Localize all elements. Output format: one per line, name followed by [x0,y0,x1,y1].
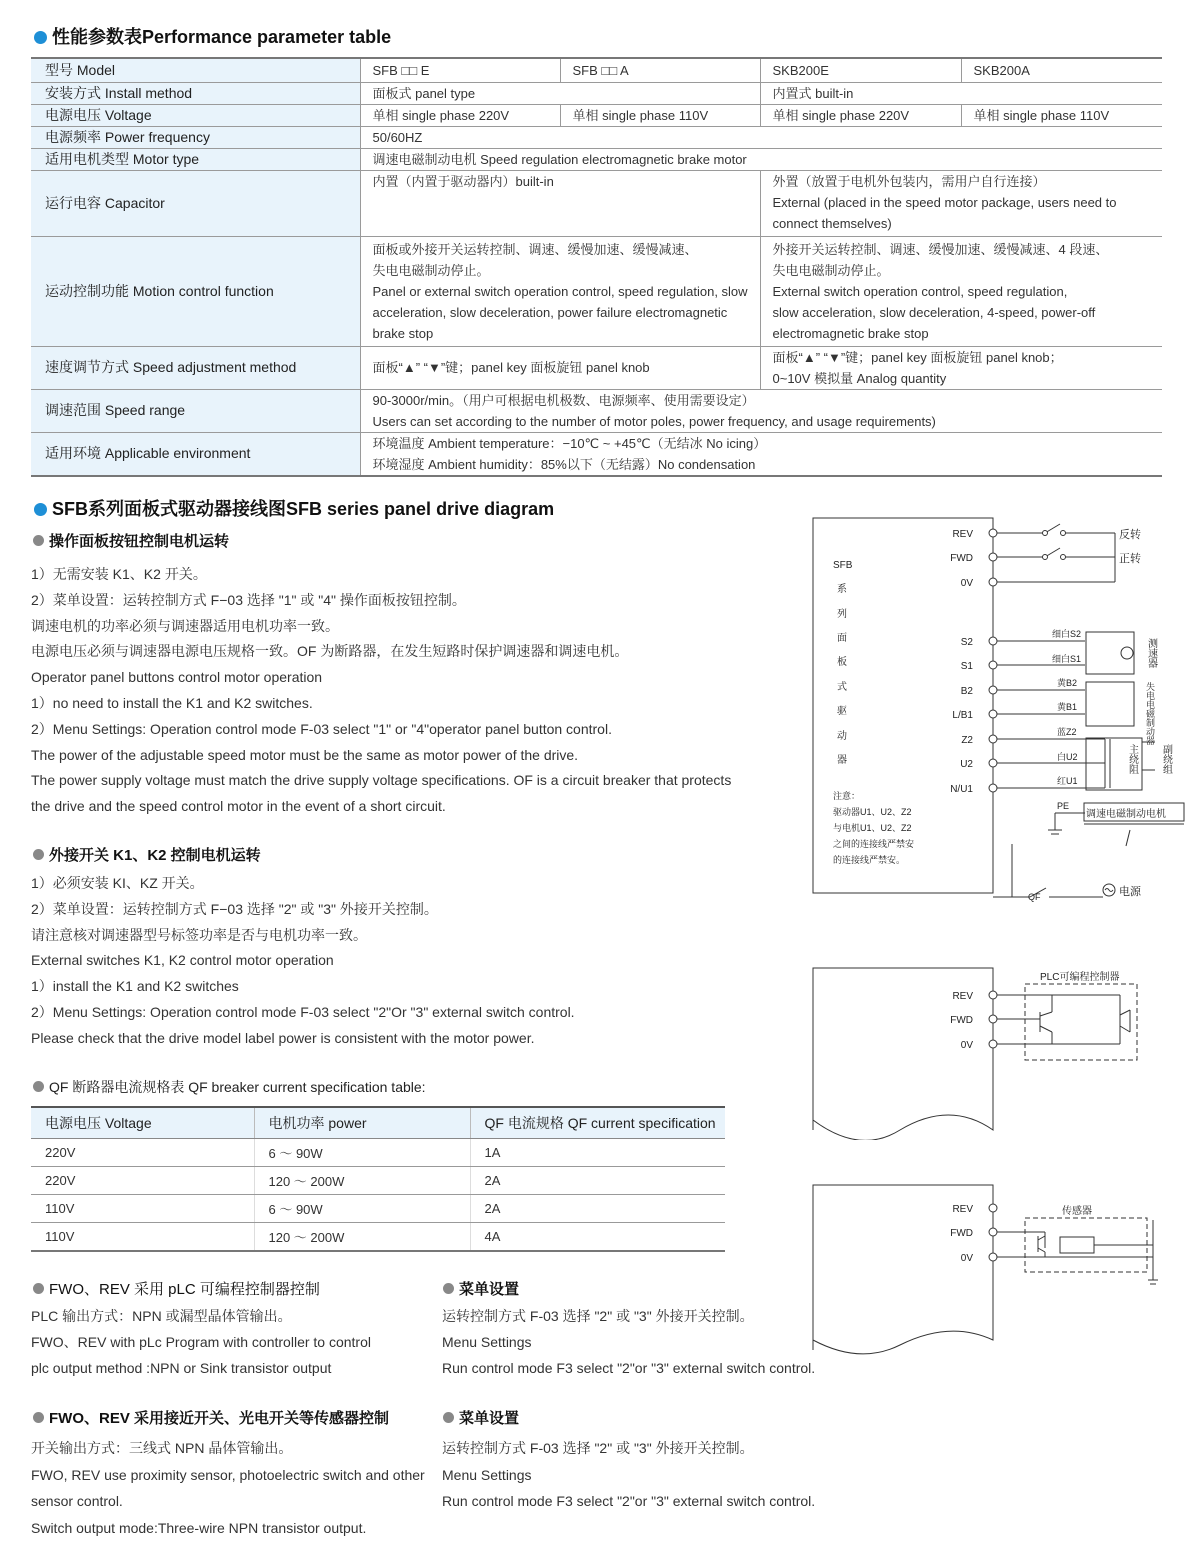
wire-label: 黄B2 [1057,678,1078,688]
cell-line: 90-3000r/min。（用户可根据电机极数、电源频率、使用需要设定） [372,392,755,408]
cell: 单相 single phase 110V [560,104,760,126]
text-line: 1）无需安装 K1、K2 开关。 [31,566,207,582]
terminal-label: 0V [960,1040,973,1051]
text-line: Menu Settings [442,1466,532,1483]
text-line: 2）Menu Settings: Operation control mode F-03 select "1" or "4"operator panel button control. [31,720,612,737]
note-line: 的连接线严禁安。 [833,855,906,865]
power-label: 电源 [1119,886,1141,898]
text-line: Operator panel buttons control motor operation [31,669,323,686]
text-line: plc output method :NPN or Sink transistor output [31,1359,332,1376]
cell: 2A [470,1195,725,1223]
text-line: Menu Settings [442,1333,532,1350]
text-line: the drive and the speed control motor in the event of a short circuit. [31,798,446,815]
cell-line: Users can set according to the number of motor poles, power frequency, and usage requirements) [372,413,936,429]
menu-heading-2: 菜单设置 [443,1407,519,1428]
wiring-diagram-plc [800,960,1185,1140]
sfb-section-title: SFB系列面板式驱动器接线图SFB series panel drive diagram [34,495,554,521]
text-line: PLC 输出方式：NPN 或漏型晶体管输出。 [31,1308,292,1324]
terminal-label: S1 [960,661,973,672]
bullet-icon [34,503,47,516]
switch-label: 正转 [1119,553,1141,565]
cell-line: 失电电磁制动停止。 [372,262,490,278]
table-row [31,1223,725,1252]
qf-table-title: QF 断路器电流规格表 QF breaker current specification table: [33,1077,426,1097]
text-line: The power of the adjustable speed motor must be the same as motor power of the drive. [31,746,579,763]
text-line: Please check that the drive model label power is consistent with the motor power. [31,1029,535,1046]
cell [760,346,1162,389]
panel-control-heading: 操作面板按钮控制电机运转 [33,530,229,551]
terminal-label: N/U1 [950,784,973,795]
text-line: 调速电机的功率必须与调速器适用电机功率一致。 [31,617,339,634]
text-line: 运转控制方式 F-03 选择 "2" 或 "3" 外接开关控制。 [442,1308,754,1324]
cell: SFB □□ A [560,58,760,82]
text-line: 运转控制方式 F-03 选择 "2" 或 "3" 外接开关控制。 [442,1440,754,1456]
cell: 220V [31,1167,254,1195]
cell-line: 外置（放置于电机外包装内，需用户自行连接） [772,173,1046,189]
cell [360,170,760,236]
note-line: 与电机U1、U2、Z2 [833,823,912,833]
plc-text [31,1304,371,1381]
sensor-title: 传感器 [1062,1206,1092,1217]
external-control-text [31,871,575,1052]
text-line: 请注意核对调速器型号标签功率是否与电机功率一致。 [31,926,367,943]
cell: 单相 single phase 220V [760,104,961,126]
wiring-diagram-main [800,510,1185,910]
cell: 4A [470,1223,725,1252]
cell-line: 环境湿度 Ambient humidity：85%以下（无结露）No condensation [372,456,756,472]
cell: 50/60HZ [360,126,1162,148]
cell: 面板式 panel type [360,82,760,104]
bullet-icon [34,31,47,44]
text-line: Run control mode F3 select "2"or "3" external switch control. [442,1359,816,1376]
cell-line: 外接开关运转控制、调速、缓慢加速、缓慢减速、4 段速、 [772,241,1109,257]
cell [360,432,1162,476]
cell: 面板“▲” “▼”键；panel key 面板旋钮 panel knob [360,346,760,389]
terminal-label: L/B1 [952,710,973,721]
table-row [31,170,1162,236]
text-line: 电源电压必须与调速器电源电压规格一致。OF 为断路器，在发生短路时保护调速器和调速电机。 [31,643,629,660]
note-line: 之间的连接线严禁安 [833,839,915,849]
qf-table [31,1106,725,1252]
cell: SKB200E [760,58,961,82]
cell: 2A [470,1167,725,1195]
wire-label: 黄B1 [1057,702,1078,712]
terminal-label: FWD [950,553,973,564]
note-line: 驱动器U1、U2、Z2 [833,807,912,817]
text-line: FWO, REV use proximity sensor, photoelectric switch and other [31,1466,425,1483]
motor-label: 调速电磁制动电机 [1086,809,1166,820]
bullet-icon [33,1283,44,1294]
text-line: FWO、REV with pLc Program with controller to control [31,1333,371,1350]
qf-label: QF [1028,892,1041,902]
wire-label: 蓝Z2 [1057,727,1077,737]
wire-label: PE [1057,801,1070,811]
text-line: Run control mode F3 select "2"or "3" external switch control. [442,1493,816,1509]
table-row [31,1167,725,1195]
bullet-icon [443,1412,454,1423]
cell: 单相 single phase 220V [360,104,560,126]
cell-line: acceleration, slow deceleration, power failure electromagnetic [372,304,728,320]
text-line: 1）必须安装 KI、KZ 开关。 [31,875,204,891]
table-row [31,148,1162,170]
sensor-element [1060,1237,1094,1253]
cell-line: 面板“▲” “▼”键；panel key 面板旋钮 panel knob； [772,349,1063,365]
wiring-diagram-sensor [800,1180,1185,1360]
sensor-heading: FWO、REV 采用接近开关、光电开关等传感器控制 [33,1407,389,1428]
terminal-label: S2 [960,637,973,648]
table-row [31,346,1162,389]
terminal-label: FWD [950,1228,973,1239]
cell-line: 0~10V 模拟量 Analog quantity [772,370,947,386]
panel-control-text [31,562,731,820]
main-winding-label: 主绕阻 [1126,744,1138,774]
terminal-label: 0V [960,1253,973,1264]
cell-line: slow acceleration, slow deceleration, 4-speed, power-off [772,304,1096,320]
ac-source-icon [1105,889,1113,892]
text-line: Switch output mode:Three-wire NPN transistor output. [31,1519,367,1536]
row-label: 适用电机类型 Motor type [31,148,360,170]
column-header: 电源电压 Voltage [31,1107,254,1139]
text-line: The power supply voltage must match the drive supply voltage specifications. OF is a circuit breaker that protects [31,772,732,789]
driver-label: 式 [837,682,847,693]
cell-line: electromagnetic brake stop [772,325,929,341]
cell: SFB □□ E [360,58,560,82]
table-row [31,82,1162,104]
driver-label: 系 [837,584,847,595]
driver-label: SFB [833,560,853,571]
switch-label: 反转 [1119,529,1141,541]
row-label: 型号 Model [31,58,360,82]
wire-label: 细白S2 [1052,629,1082,639]
bullet-icon [33,535,44,546]
text-line: 1）install the K1 and K2 switches [31,978,239,995]
menu-text-1 [442,1304,815,1381]
driver-label: 器 [837,755,847,766]
row-label: 速度调节方式 Speed adjustment method [31,346,360,389]
row-label: 运行电容 Capacitor [31,170,360,236]
column-header: QF 电流规格 QF current specification [470,1107,725,1139]
cell-line: Panel or external switch operation control, speed regulation, slow [372,283,748,299]
cell: 220V [31,1139,254,1167]
driver-label: 动 [837,731,847,742]
table-row [31,58,1162,82]
cell: SKB200A [961,58,1162,82]
table-row [31,104,1162,126]
text-line: sensor control. [31,1493,123,1509]
cell [360,389,1162,432]
terminal-label: U2 [960,759,973,770]
plc-heading: FWO、REV 采用 pLC 可编程控制器控制 [33,1278,320,1299]
cell [360,236,760,346]
table-row [31,236,1162,346]
terminal-label: REV [952,529,973,540]
terminal-label: REV [952,1204,973,1215]
brake-label: 失电电磁制动器 [1145,682,1155,745]
wire-label: 红U1 [1057,776,1078,786]
terminal-label: FWD [950,1015,973,1026]
cell-line: External switch operation control, speed regulation, [772,283,1068,299]
cell: 120 ～ 200W [254,1223,470,1252]
aux-winding-label: 副绕组 [1160,744,1172,774]
driver-label: 板 [837,657,847,668]
table-row [31,1139,725,1167]
tacho-label: 测速器 [1145,638,1157,668]
terminal-label: REV [952,991,973,1002]
cell-line: brake stop [372,325,434,341]
cell-line: 内置（内置于驱动器内）built-in [372,173,554,189]
row-label: 电源电压 Voltage [31,104,360,126]
cell: 110V [31,1223,254,1252]
row-label: 运动控制功能 Motion control function [31,236,360,346]
driver-label: 面 [837,633,847,644]
text-line: 2）菜单设置：运转控制方式 F−03 选择 "2" 或 "3" 外接开关控制。 [31,900,438,917]
table-row [31,389,1162,432]
row-label: 调速范围 Speed range [31,389,360,432]
bullet-icon [33,849,44,860]
table-header-row [31,1107,725,1139]
text-line: 开关输出方式：三线式 NPN 晶体管输出。 [31,1440,293,1456]
plc-title: PLC可编程控制器 [1040,972,1120,983]
table-row [31,432,1162,476]
terminal-label: B2 [960,686,973,697]
cell-line: 失电电磁制动停止。 [772,262,890,278]
table-row [31,126,1162,148]
text-line: 2）菜单设置：运转控制方式 F−03 选择 "1" 或 "4" 操作面板按钮控制。 [31,591,466,608]
performance-table [31,57,1162,477]
driver-label: 列 [837,609,847,620]
column-header: 电机功率 power [254,1107,470,1139]
table-row [31,1195,725,1223]
cell: 6 ～ 90W [254,1139,470,1167]
row-label: 适用环境 Applicable environment [31,432,360,476]
menu-text-2 [442,1435,815,1515]
text-line: 1）no need to install the K1 and K2 switches. [31,694,313,711]
wire-label: 白U2 [1057,752,1078,762]
cell: 单相 single phase 110V [961,104,1162,126]
bullet-icon [443,1283,454,1294]
menu-heading-1: 菜单设置 [443,1278,519,1299]
driver-label: 驱 [837,706,847,717]
bullet-icon [33,1081,44,1092]
cell: 6 ～ 90W [254,1195,470,1223]
cell-line: 面板或外接开关运转控制、调速、缓慢加速、缓慢减速、 [372,241,698,257]
cell: 1A [470,1139,725,1167]
bullet-icon [33,1412,44,1423]
cell: 调速电磁制动电机 Speed regulation electromagnetic brake motor [360,148,1162,170]
external-control-heading: 外接开关 K1、K2 控制电机运转 [33,844,261,865]
text-line: 2）Menu Settings: Operation control mode F-03 select "2"Or "3" external switch control. [31,1003,575,1020]
cell [760,236,1162,346]
cell-line: 环境温度 Ambient temperature：−10℃ ~ +45℃（无结冰 No icing） [372,435,767,451]
sensor-text [31,1435,425,1541]
cell-line: connect themselves) [772,215,892,231]
terminal-label: 0V [960,578,973,589]
cell: 内置式 built-in [760,82,1162,104]
perf-section-title: 性能参数表Performance parameter table [34,23,391,49]
cell: 120 ～ 200W [254,1167,470,1195]
text-line: External switches K1, K2 control motor operation [31,952,334,969]
cell: 110V [31,1195,254,1223]
terminal-label: Z2 [961,735,973,746]
cell [760,170,1162,236]
cell-line: External (placed in the speed motor package, users need to [772,194,1117,210]
wire-label: 细白S1 [1052,654,1082,664]
row-label: 安装方式 Install method [31,82,360,104]
row-label: 电源频率 Power frequency [31,126,360,148]
note-line: 注意： [833,791,861,801]
